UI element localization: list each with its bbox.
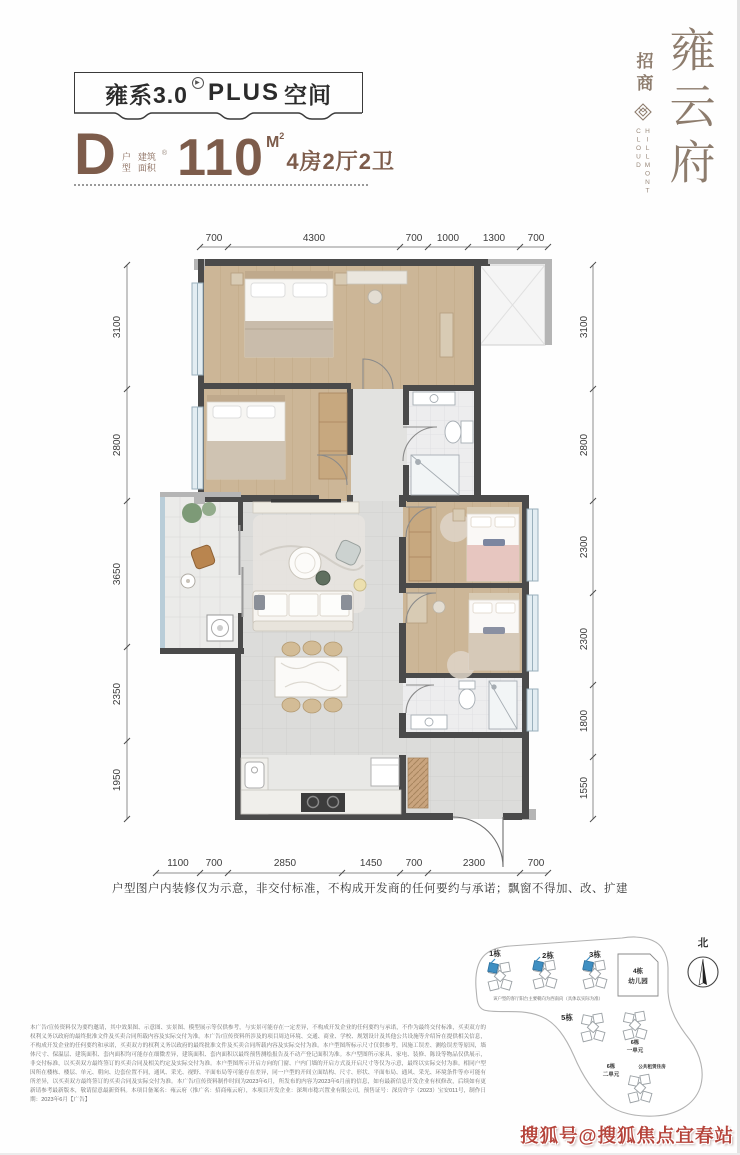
svg-text:3100: 3100 [579,315,590,339]
series-plus: PLUS [207,79,280,106]
svg-text:2300: 2300 [462,858,486,869]
svg-text:700: 700 [405,233,423,244]
area-reg-mark: ® [161,150,168,157]
svg-text:700: 700 [527,233,545,244]
svg-text:1000: 1000 [436,233,460,244]
brand-block [628,26,732,221]
series-space: 空间 [284,81,332,108]
area-value: 110 [177,128,264,187]
area-unit: M $^2$ [265,131,285,151]
svg-text:700: 700 [205,858,223,869]
living-room-furniture [253,499,366,631]
dotted-separator [74,184,368,186]
svg-text:2800: 2800 [579,433,590,457]
north-indicator [688,937,718,987]
dim-chain-right [590,262,596,822]
room-layout: 4房2厅2卫 [286,149,396,174]
area-label: 建筑 面积 [137,152,156,173]
svg-text:1950: 1950 [112,768,123,792]
svg-text:二单元: 二单元 [602,1072,620,1078]
svg-text:一单元: 一单元 [626,1048,644,1054]
bedroom2-furniture [207,393,347,479]
svg-text:700: 700 [527,858,545,869]
brand-company: 招商 [633,52,653,96]
svg-text:700: 700 [205,233,223,244]
unit-type-label: 户型 [120,152,131,174]
dim-labels-left [112,315,123,791]
svg-text:1450: 1450 [359,858,383,869]
building1-label: 1栋 [489,949,501,958]
brand-diamond-icon [633,102,653,122]
dim-chain-top [197,244,551,250]
svg-text:700: 700 [405,858,423,869]
svg-text:6栋: 6栋 [606,1064,616,1070]
floorplan-drawing [95,225,615,893]
svg-text:2850: 2850 [273,858,297,869]
unit-summary [74,118,396,187]
public-housing-label: 公共租赁住房 [638,1064,666,1069]
svg-text:1550: 1550 [579,776,590,800]
building3-label: 3栋 [589,950,601,959]
dim-chain-left [124,262,130,822]
svg-text:2300: 2300 [579,535,590,559]
svg-text:6栋: 6栋 [630,1040,640,1046]
siteplan [460,928,740,1133]
corridor-floor [351,389,407,501]
dining-furniture [275,641,347,713]
plan-disclaimer: 户型图户内装修仅为示意，非交付标准，不构成开发商的任何要约与承诺；飘窗不得加、改、扩建 [112,883,628,895]
svg-text:1800: 1800 [579,709,590,733]
entry-furniture [408,758,428,808]
orientation-note: 该户型的客厅阳台主要朝向为西南向（具体以实际为准） [493,996,603,1001]
brand-en-name: CLOUD HILLMONT [635,128,651,196]
svg-text:4栋: 4栋 [632,968,644,975]
svg-text:2800: 2800 [112,433,123,457]
building5-label: 5栋 [561,1013,573,1022]
building2-label: 2栋 [542,951,554,960]
brand-left-column [628,26,658,221]
series-badge [74,72,363,113]
registered-mark-icon: ▶ [192,77,204,89]
north-label: 北 [697,937,709,949]
svg-text:1100: 1100 [167,858,189,869]
svg-text:4300: 4300 [302,233,326,244]
kindergarten-box [618,954,658,996]
project-name: 雍云府 [663,26,716,194]
svg-text:幼儿园: 幼儿园 [628,978,648,985]
dim-chain-bottom [153,870,551,876]
dim-labels-top [206,233,545,244]
svg-text:2350: 2350 [112,682,123,706]
svg-text:3650: 3650 [112,562,123,586]
svg-text:2300: 2300 [579,627,590,651]
series-name: 雍系3.0 [105,81,188,108]
unit-letter: D [74,121,114,187]
svg-text:3100: 3100 [112,315,123,339]
watermark: 搜狐号@搜狐焦点宜春站 [519,1125,734,1146]
dim-labels-right [579,315,590,799]
svg-text:1300: 1300 [482,233,506,244]
dim-labels-bottom [167,858,545,869]
legal-disclaimer: 本广告/宣传资料仅为要约邀请，其中效果图、示意图、实景图、模型展示等仅供参考，与实景可能存在一定差异，不构成开发企业的任何要约与承诺，不作为最终交付标准，买卖双方的权利义务以政府的最终批准文件及买卖合同所载内容及实际交付为准。本广告/宣传资料所涉及的项目周边环境、交通、商业、学校、规划设计及其他公共设施等介绍旨在提供相关信息，不构成开发企业的任何要约和承诺，买卖双方的权利义务以政府的最终批准文件及买卖合同所载内容及实际交付为准。本户型图所标示尺寸仅供参考，因施工误差、测绘误差等原因，墙体尺寸、保温层、建筑面积、套内面积均可能存在细微差异，建筑面积、套内面积以最终预售测绘报告及不动产登记面积为准。本户型图所示家具、家电、装修、陈设等物品仅供展示，非交付标准，以买卖双方最终签订的买卖合同及相关约定及实际交付为准。本户型图所示开启方向的门窗、户内门墙的开启方式及开启尺寸等仅为示意，最终以实际交付为准。相同户型因所在楼栋、楼层、单元、朝向、边套位置不同，通风、采光、视野、平面布局等可能存在差异，同一户型的开间立面结构、尺寸、形状、平面布局、通风、采光、环境条件等亦可能有所差异，以买卖双方最终签订的买卖合同及实际交付为准。本广告/宣传资料制作时间为2023年6月，所发布的内容为2023年6月前的信息，如有最新信息开发企业有权修改，后续如有更新请参考最新版本，敬请留意最新资料。本项目备案名：雍云府（推广名：招商雍云府），本项目开发企业：深圳市稔兴置业有限公司，预售证号：深房许字（2023）宝安011号，制作日期：2023年6月【广告】 [30,1025,486,1103]
